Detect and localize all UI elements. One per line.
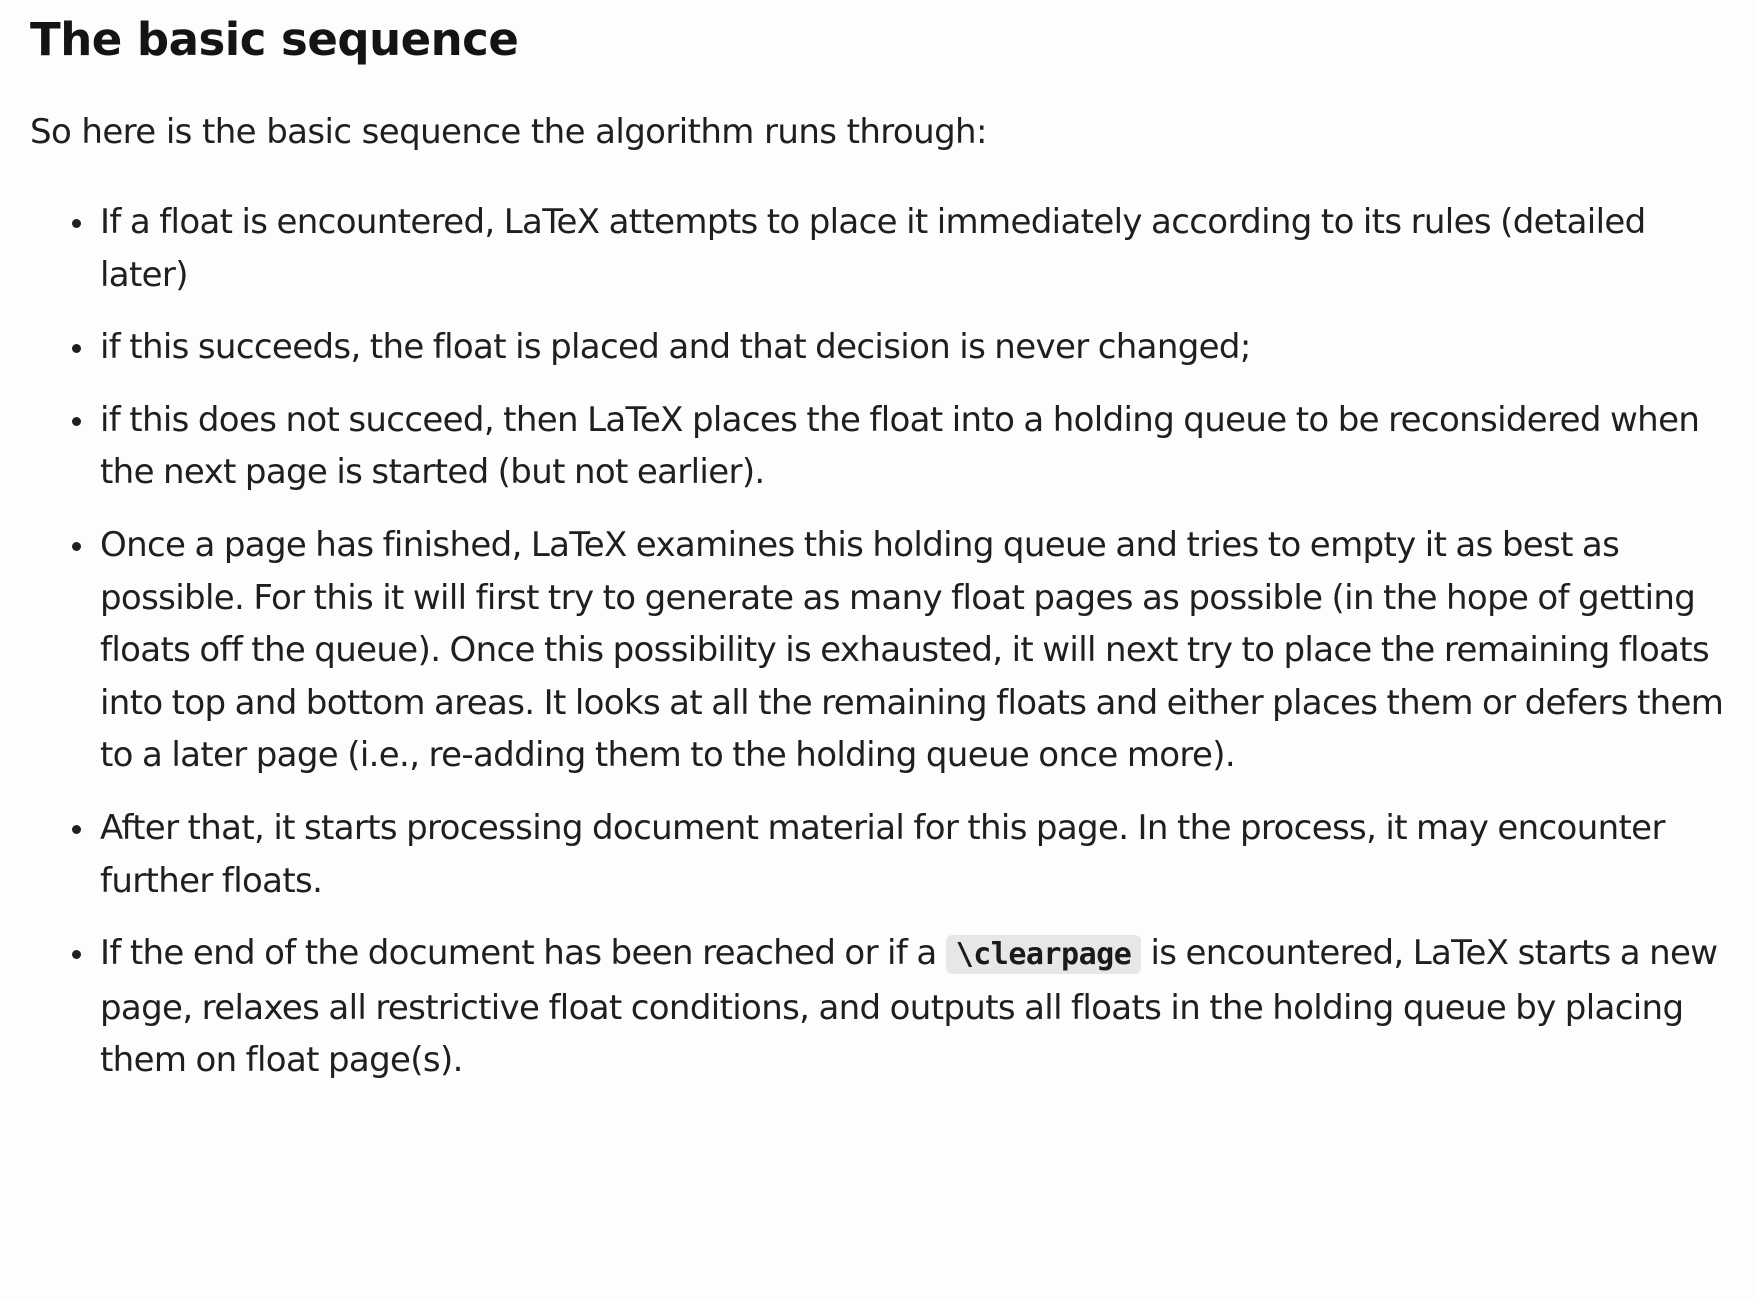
inline-code-clearpage: \clearpage: [946, 935, 1142, 974]
list-item-text-after: is encountered, LaTeX starts a new page, relaxes all restrictive float conditions, and outputs all floats in the holding queue by placing them on float page(s).: [100, 933, 1718, 1081]
list-item: After that, it starts processing document material for this page. In the process, it may encounter further floats.: [100, 802, 1740, 907]
list-item: If a float is encountered, LaTeX attempts to place it immediately according to its rules (detailed later): [100, 196, 1740, 301]
list-item: if this does not succeed, then LaTeX places the float into a holding queue to be reconsidered when the next page is started (but not earlier).: [100, 394, 1740, 499]
section-heading: The basic sequence: [30, 13, 519, 66]
list-item: if this succeeds, the float is placed and that decision is never changed;: [100, 321, 1740, 374]
sequence-list: [100, 196, 1740, 1107]
list-item-text-before: If the end of the document has been reached or if a: [100, 933, 937, 974]
list-item: [100, 927, 1740, 1087]
intro-paragraph: So here is the basic sequence the algorithm runs through:: [30, 112, 987, 152]
list-item: Once a page has finished, LaTeX examines this holding queue and tries to empty it as best as possible. For this it will first try to generate as many float pages as possible (in the hope of getting floats off the queue). Once this possibility is exhausted, it will next try to place the remaining floats into top and bottom areas. It looks at all the remaining floats and either places them or defers them to a later page (i.e., re-adding them to the holding queue once more).: [100, 519, 1740, 782]
